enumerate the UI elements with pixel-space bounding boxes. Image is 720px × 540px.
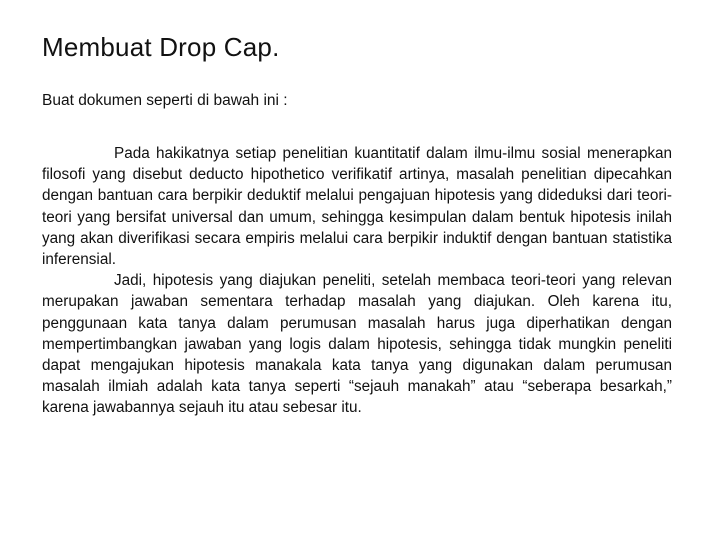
paragraph-2: Jadi, hipotesis yang diajukan peneliti, setelah membaca teori-teori yang relevan merupakan jawaban sementara terhadap masalah yang diajukan. Oleh karena itu, penggunaan kata tanya dalam perumusan masalah harus juga diperhatikan dengan mempertimbangkan jawaban yang logis dalam hipotesis, sehingga tidak mungkin peneliti dapat mengajukan hipotesis manakala kata tanya yang digunakan dalam perumusan masalah ilmiah adalah kata tanya seperti “sejauh manakah” atau “seberapa besarkah,” karena jawabannya sejauh itu atau sebesar itu. xyxy=(42,272,672,417)
paragraph-1: Pada hakikatnya setiap penelitian kuantitatif dalam ilmu-ilmu sosial menerapkan filosofi yang disebut deducto hipothetico verifikatif artinya, masalah penelitian dipecahkan dengan bantuan cara berpikir deduktif melalui pengajuan hipotesis yang dideduksi dari teori-teori yang bersifat universal dan umum, sehingga kesimpulan dalam bentuk hipotesis inilah yang akan diverifikasi secara empiris melalui cara berpikir induktif dengan bantuan statistika inferensial. xyxy=(42,145,672,269)
body-text xyxy=(42,143,672,419)
instruction-text: Buat dokumen seperti di bawah ini : xyxy=(42,92,288,109)
slide-title: Membuat Drop Cap. xyxy=(42,32,280,62)
